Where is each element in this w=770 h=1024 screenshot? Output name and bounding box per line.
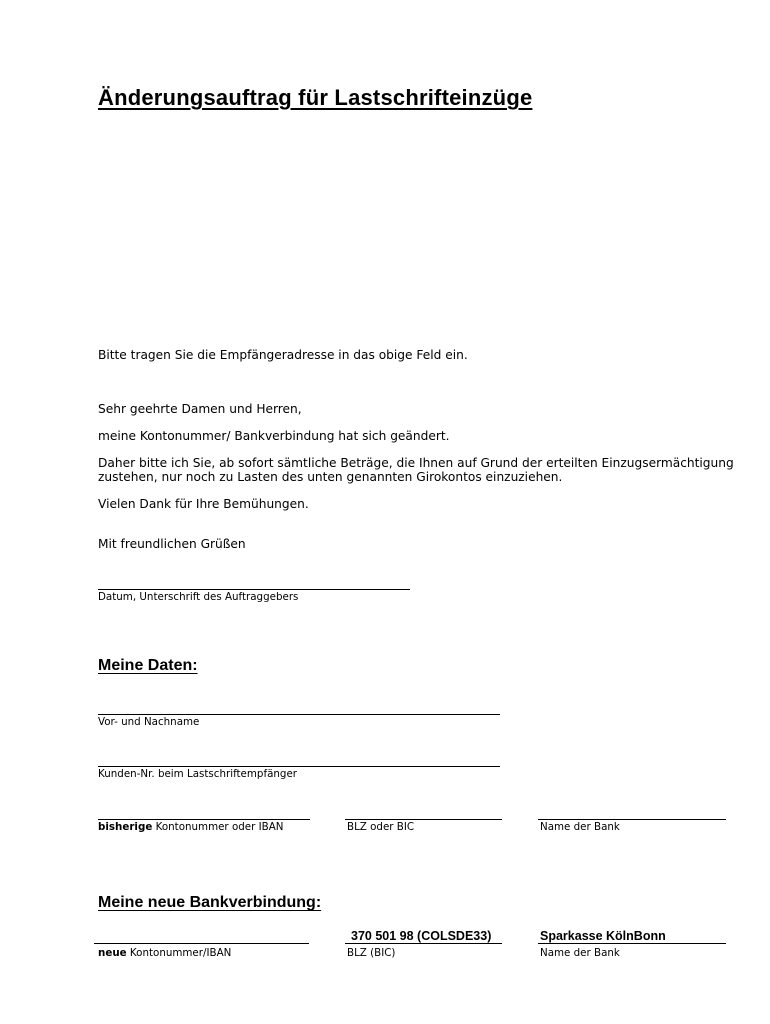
section-heading-new-bank: Meine neue Bankverbindung: (98, 894, 322, 911)
old-blz-field-line[interactable] (345, 819, 502, 820)
name-field-label: Vor- und Nachname (98, 716, 200, 728)
old-account-field-line[interactable] (98, 819, 310, 820)
new-bank-field-label: Name der Bank (540, 947, 620, 959)
paragraph-request-line-2: zustehen, nur noch zu Lasten des unten genannten Girokontos einzuziehen. (98, 470, 563, 484)
old-account-label-rest: Kontonummer oder IBAN (152, 821, 284, 833)
new-blz-field-label: BLZ (BIC) (347, 947, 396, 959)
old-bank-field-line[interactable] (538, 819, 726, 820)
old-blz-field-label: BLZ oder BIC (347, 821, 415, 833)
new-account-label-rest: Kontonummer/IBAN (126, 947, 232, 959)
name-field-line[interactable] (98, 714, 500, 715)
signature-line[interactable] (98, 589, 410, 590)
new-account-field-label (98, 947, 231, 959)
customer-number-field-label: Kunden-Nr. beim Lastschriftempfänger (98, 768, 298, 780)
paragraph-account-changed: meine Kontonummer/ Bankverbindung hat sich geändert. (98, 429, 450, 443)
salutation-text: Sehr geehrte Damen und Herren, (98, 402, 302, 416)
page-title: Änderungsauftrag für Lastschrifteinzüge (98, 85, 533, 110)
section-heading-meine-daten: Meine Daten: (98, 657, 198, 674)
instruction-text: Bitte tragen Sie die Empfängeradresse in das obige Feld ein. (98, 348, 468, 362)
old-bank-field-label: Name der Bank (540, 821, 620, 833)
thanks-text: Vielen Dank für Ihre Bemühungen. (98, 497, 309, 511)
new-bank-value: Sparkasse KölnBonn (540, 929, 666, 943)
customer-number-field-line[interactable] (98, 766, 500, 767)
new-account-label-emphasis: neue (98, 947, 127, 959)
old-account-field-label (98, 821, 283, 833)
new-bank-field-line[interactable] (538, 943, 726, 944)
signature-label: Datum, Unterschrift des Auftraggebers (98, 591, 299, 603)
old-account-label-emphasis: bisherige (98, 821, 153, 833)
new-blz-field-line[interactable] (345, 943, 502, 944)
paragraph-request-line-1: Daher bitte ich Sie, ab sofort sämtliche Beträge, die Ihnen auf Grund der erteilten Einzugsermächtigung (98, 456, 734, 470)
new-account-field-line[interactable] (94, 943, 309, 944)
new-blz-value: 370 501 98 (COLSDE33) (351, 929, 492, 943)
closing-text: Mit freundlichen Grüßen (98, 537, 246, 551)
